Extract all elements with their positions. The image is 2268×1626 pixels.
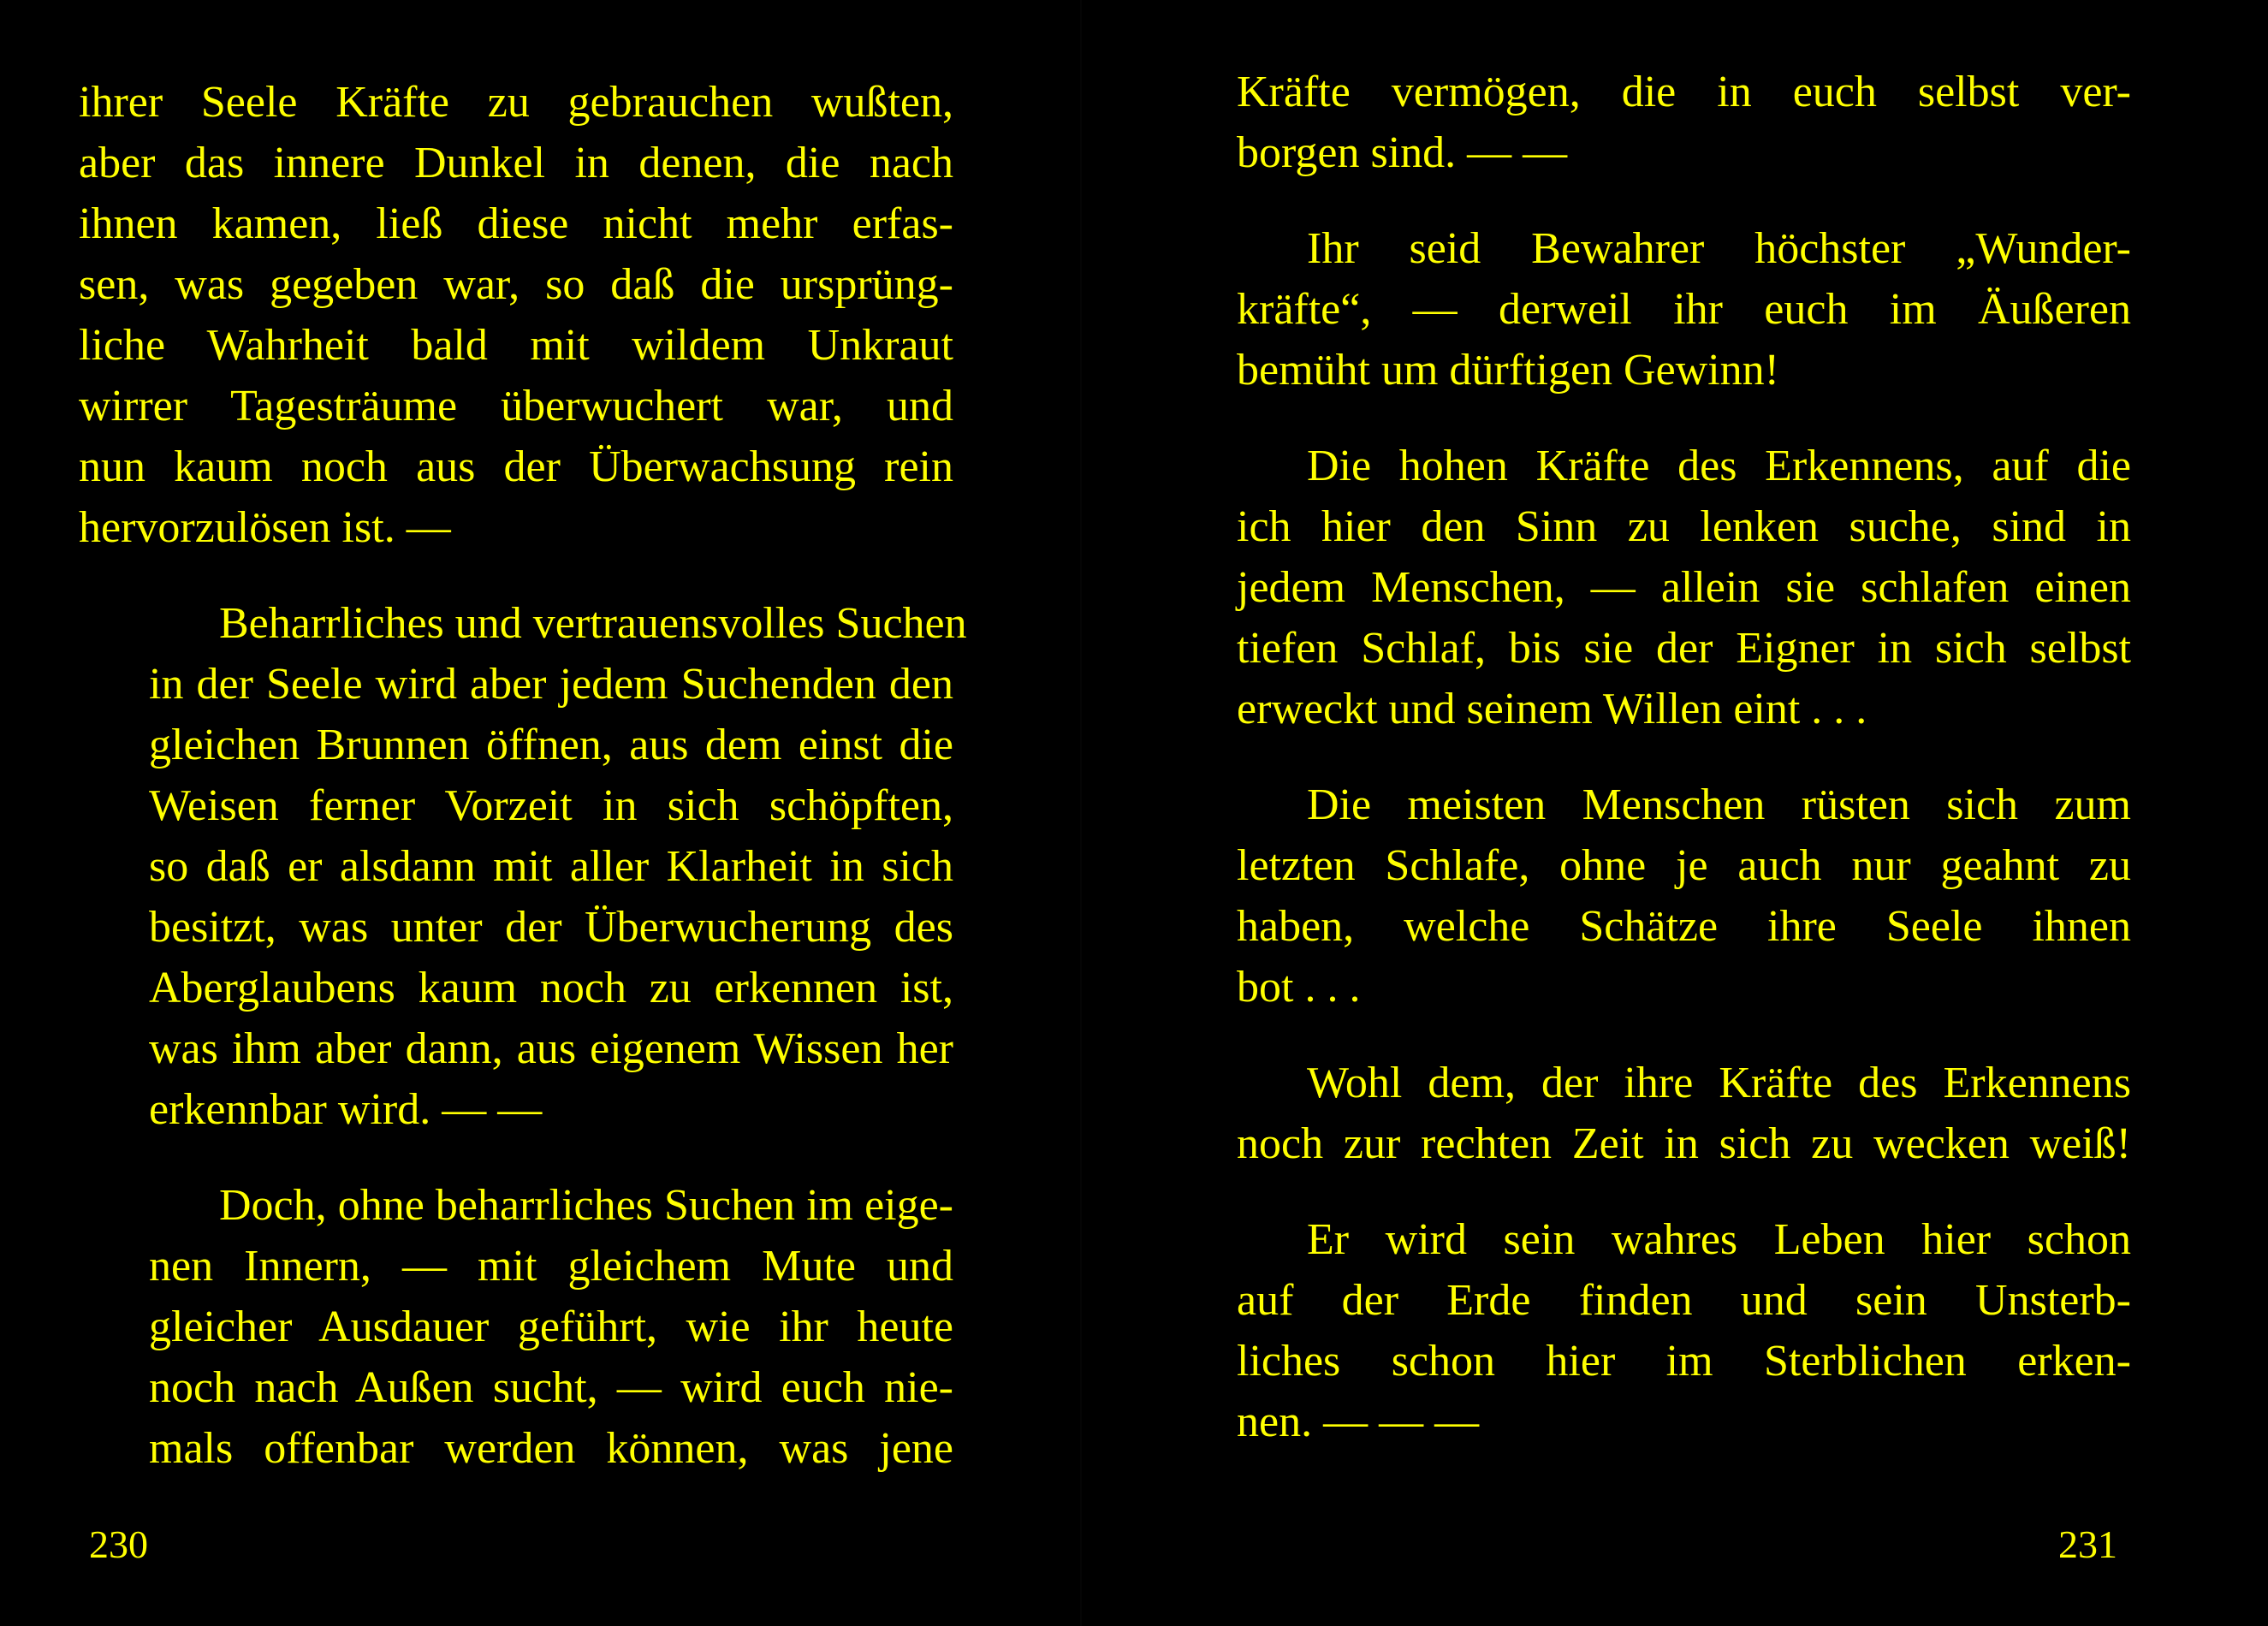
paragraph	[79, 72, 953, 558]
text-line: Wohl dem, der ihre Kräfte des Erkennens	[1307, 1059, 2131, 1107]
text-line: liche Wahrheit bald mit wildem Unkraut	[79, 321, 953, 370]
paragraph	[79, 1175, 953, 1479]
text-line: ihnen kamen, ließ diese nicht mehr erfas-	[79, 199, 953, 248]
page-number: 230	[89, 1522, 148, 1566]
text-line: nen. — — —	[1237, 1398, 1480, 1446]
text-line: auf der Erde finden und sein Unsterb-	[1237, 1276, 2131, 1325]
paragraph	[79, 593, 967, 1140]
text-line: letzten Schlafe, ohne je auch nur geahnt zu	[1237, 841, 2131, 890]
text-line: bemüht um dürftigen Gewinn!	[1237, 346, 1779, 395]
text-line: besitzt, was unter der Überwucherung des	[149, 903, 953, 952]
text-line: Er wird sein wahres Leben hier schon	[1307, 1215, 2131, 1264]
text-line: so daß er alsdann mit aller Klarheit in sich	[149, 842, 953, 891]
text-line: Ihr seid Bewahrer höchster „Wunder-	[1307, 224, 2131, 273]
text-line: in der Seele wird aber jedem Suchenden den	[149, 660, 953, 709]
paragraph	[1237, 1053, 2131, 1174]
text-line: Doch, ohne beharrliches Suchen im eige-	[219, 1181, 953, 1230]
text-line: hervorzulösen ist. —	[79, 503, 451, 552]
gutter-divider	[1080, 0, 1082, 1626]
text-line: nun kaum noch aus der Überwachsung rein	[79, 442, 953, 491]
text-line: Weisen ferner Vorzeit in sich schöpften,	[149, 781, 953, 830]
paragraph	[1237, 436, 2131, 739]
paragraph	[1237, 1209, 2131, 1452]
text-line: aber das innere Dunkel in denen, die nach	[79, 139, 953, 187]
text-line: sen, was gegeben war, so daß die ursprüng-	[79, 260, 953, 309]
right-page	[1134, 0, 2268, 1626]
paragraph	[1237, 774, 2131, 1018]
text-line: ich hier den Sinn zu lenken suche, sind in	[1237, 502, 2131, 551]
text-line: kräfte“, — derweil ihr euch im Äußeren	[1237, 285, 2131, 334]
text-line: borgen sind. — —	[1237, 128, 1568, 177]
text-line: erweckt und seinem Willen eint . . .	[1237, 685, 1867, 733]
text-line: jedem Menschen, — allein sie schlafen einen	[1237, 563, 2131, 612]
page-number: 231	[2058, 1522, 2117, 1566]
text-line: noch nach Außen sucht, — wird euch nie-	[149, 1363, 953, 1412]
text-line: gleicher Ausdauer geführt, wie ihr heute	[149, 1303, 953, 1351]
text-line: was ihm aber dann, aus eigenem Wissen her	[149, 1024, 953, 1073]
text-line: tiefen Schlaf, bis sie der Eigner in sich selbst	[1237, 624, 2131, 673]
text-line: mals offenbar werden können, was jene	[149, 1424, 953, 1473]
text-line: Die hohen Kräfte des Erkennens, auf die	[1307, 442, 2131, 490]
text-line: liches schon hier im Sterblichen erken-	[1237, 1337, 2131, 1386]
left-page-text	[79, 72, 967, 1514]
text-line: bot . . .	[1237, 963, 1361, 1012]
text-line: nen Innern, — mit gleichem Mute und	[149, 1242, 953, 1291]
right-page-text	[1237, 62, 2131, 1487]
text-line: wirrer Tagesträume überwuchert war, und	[79, 382, 953, 430]
text-line: Kräfte vermögen, die in euch selbst ver-	[1237, 68, 2131, 116]
text-line: haben, welche Schätze ihre Seele ihnen	[1237, 902, 2131, 951]
paragraph	[1237, 218, 2131, 401]
text-line: ihrer Seele Kräfte zu gebrauchen wußten,	[79, 78, 953, 127]
text-line: Aberglaubens kaum noch zu erkennen ist,	[149, 964, 953, 1012]
paragraph	[1237, 62, 2131, 183]
text-line: gleichen Brunnen öffnen, aus dem einst die	[149, 721, 953, 769]
text-line: Beharrliches und vertrauensvolles Suchen	[219, 599, 967, 648]
text-line: noch zur rechten Zeit in sich zu wecken weiß!	[1237, 1119, 2131, 1168]
text-line: erkennbar wird. — —	[149, 1085, 543, 1134]
text-line: Die meisten Menschen rüsten sich zum	[1307, 780, 2131, 829]
